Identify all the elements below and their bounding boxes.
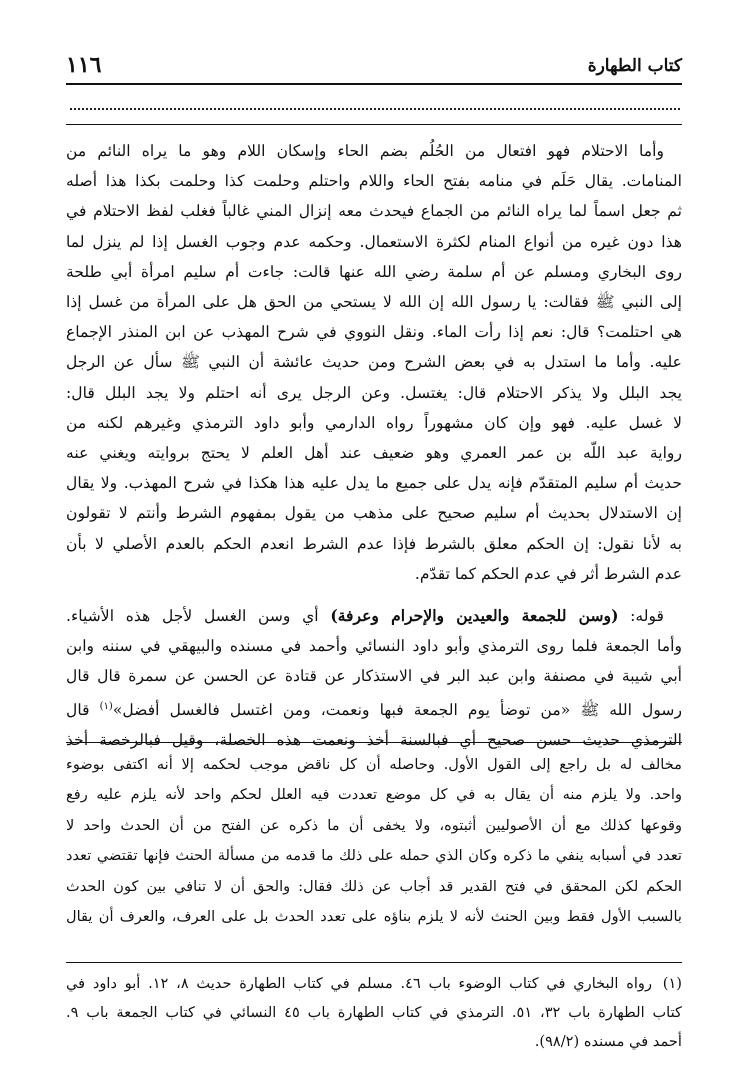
text-line: إن الاستدلال بحديث أم سليم صحيح على مذهب من يقول بمفهوم الشرط وأنتم لا تقولون	[66, 504, 682, 523]
line-tail: قال	[66, 700, 100, 719]
text-line: رواية عبد اللّه بن عمر العمري وهو ضعيف عند أهل العلم لا يحتج بروايته ويغني عنه	[66, 444, 682, 463]
text-top-rule	[66, 124, 682, 125]
text-line: روى البخاري ومسلم عن أم سلمة رضي الله عنها قالت: جاءت أم سليم امرأة أبي طلحة	[66, 262, 682, 281]
text-line: هي احتلمت؟ قال: نعم إذا رأت الماء. ونقل النووي في شرح المهذب عن ابن المنذر الإجماع	[66, 323, 682, 342]
page-number: ١١٦	[66, 52, 102, 78]
text-line: حديث أم سليم المتقدّم فإنه يدل على جميع ما يدل عليه هذا هكذا في شرح المهذب. ولا يقال	[66, 474, 682, 493]
text-line: به لأنا نقول: إن الحكم معلق بالشرط فإذا عدم الشرط انعدم الحكم بالعدم الأصلي لا بأن	[66, 534, 682, 553]
footnotes-rule	[66, 962, 682, 963]
text-line: لا غسل عليه. فهو وإن كان مشهوراً رواه الدارمي وأبو داود الترمذي وغيرهم لكنه من	[66, 413, 682, 432]
footnote-number: (١)	[662, 975, 682, 992]
text-line: المنامات. يقال حَلَم في منامه بفتح الحاء واللام واحتلم وحلمت كذا وحلمت بكذا هذا أصله	[66, 172, 682, 191]
footnote-line: كتاب الطهارة باب ٣٢، ٥١. الترمذي في كتاب الطهارة باب ٤٥ النسائي في كتاب الجمعة باب ٩.	[66, 1004, 682, 1021]
paragraph-gap	[66, 589, 682, 601]
text-line: عدم الشرط أثر في عدم الحكم كما تقدّم.	[414, 564, 682, 583]
commentary-rule	[66, 742, 682, 743]
footnote-reference: (١)	[99, 700, 113, 712]
quoted-matn-line	[66, 601, 682, 631]
commentary-line: الحكم لكن المحقق في فتح القدير قد أجاب عن ذلك فقال: والحق أن لا تنافي بين كون الحدث	[66, 877, 682, 895]
commentary-line: وقوعها كذلك مع أن الأصوليين أثبتوه، ولا يخفى أن ما ذكره عن الفتح من أن الحدث واحد لا	[66, 816, 682, 834]
margin-commentary	[66, 750, 682, 932]
commentary-line: مخالف له بل راجع إلى القول الأول. وحاصله أن كل ناقض موجب لحكمه إلا أنه اكتفى بوضوء	[66, 756, 682, 773]
footnote-line	[66, 969, 682, 998]
text-line: يجد البلل ولا يذكر الاحتلام قال: يغتسل. وعن الرجل يرى أنه احتلم ولا يجد البلل قال:	[66, 383, 682, 402]
text-line: الترمذي حديث حسن صحيح أي فبالسنة أخذ ونعمت هذه الخصلة، وقيل فبالرخصة أخذ	[66, 731, 682, 750]
text-line: وأما الاحتلام فهو افتعال من الحُلُم بضم الحاء وإسكان اللام وهو ما يراه النائم من	[66, 142, 664, 160]
hadith-text: رسول الله ﷺ «من توضأ يوم الجمعة فبها ونعمت، ومن اغتسل فالغسل أفضل»	[112, 700, 682, 719]
text-line-with-footnote	[66, 692, 682, 725]
qawluhu-lead: قوله:	[618, 607, 665, 626]
main-text	[66, 136, 682, 755]
footnote-line: أحمد في مسنده (٩٨/٢).	[534, 1033, 682, 1050]
footnotes	[66, 969, 682, 1056]
text-line: وأما الجمعة فلما روى الترمذي وأبو داود النسائي وأحمد في مسنده والبيهقي في سننه وابن	[66, 637, 682, 656]
text-line: ثم جعل اسماً لما يراه النائم من الجماع فيحدث معه إنزال المني غالباً فغلب لفظ الاحتلام في	[66, 202, 682, 221]
commentary-line: واحد. ولا يلزم منه أن يقال به في كل موضع تعددت فيه العلل لحكم واحد لأنه يلزم عليه رفع	[66, 786, 682, 804]
page-header	[66, 50, 682, 82]
dotted-separator	[70, 96, 680, 110]
commentary-line: بالسبب الأول فقط وبين الحنث لأنه لا يلزم بناؤه على تعدد الحدث بل على العرف، والعرف أن يقال	[66, 908, 682, 926]
text-line: إلى النبي ﷺ فقالت: يا رسول الله إن الله لا يستحي من الحق هل على المرأة من غسل إذا	[66, 293, 682, 312]
footnote-text: رواه البخاري في كتاب الوضوء باب ٤٦. مسلم في كتاب الطهارة حديث ٨، ١٢. أبو داود في	[66, 975, 652, 992]
text-line: هذا دون غيره من أنواع المنام لكثرة الاستعمال. وحكمه عدم وجوب الغسل إذا لم ينزل لما	[66, 232, 682, 251]
matn-explanation: أي وسن الغسل لأجل هذه الأشياء.	[66, 607, 331, 626]
text-line: عليه. وأما ما استدل به في بعض الشرح ومن حديث عائشة أن النبي ﷺ سأل عن الرجل	[66, 353, 682, 372]
text-line: أبي شيبة في مصنفة وابن عبد البر في الاستذكار عن قتادة عن الحسن عن سمرة قال قال	[66, 667, 682, 686]
running-title: كتاب الطهارة	[587, 56, 682, 76]
commentary-line: تعدد في أسبابه ينفي ما ذكره وكان الذي حمله على ذلك ما قدمه من مسألة الحنث فإنها تقتضي تعدد	[66, 847, 682, 865]
header-rule	[66, 83, 682, 85]
matn-quote: (وسن للجمعة والعيدين والإحرام وعرفة)	[330, 606, 619, 626]
